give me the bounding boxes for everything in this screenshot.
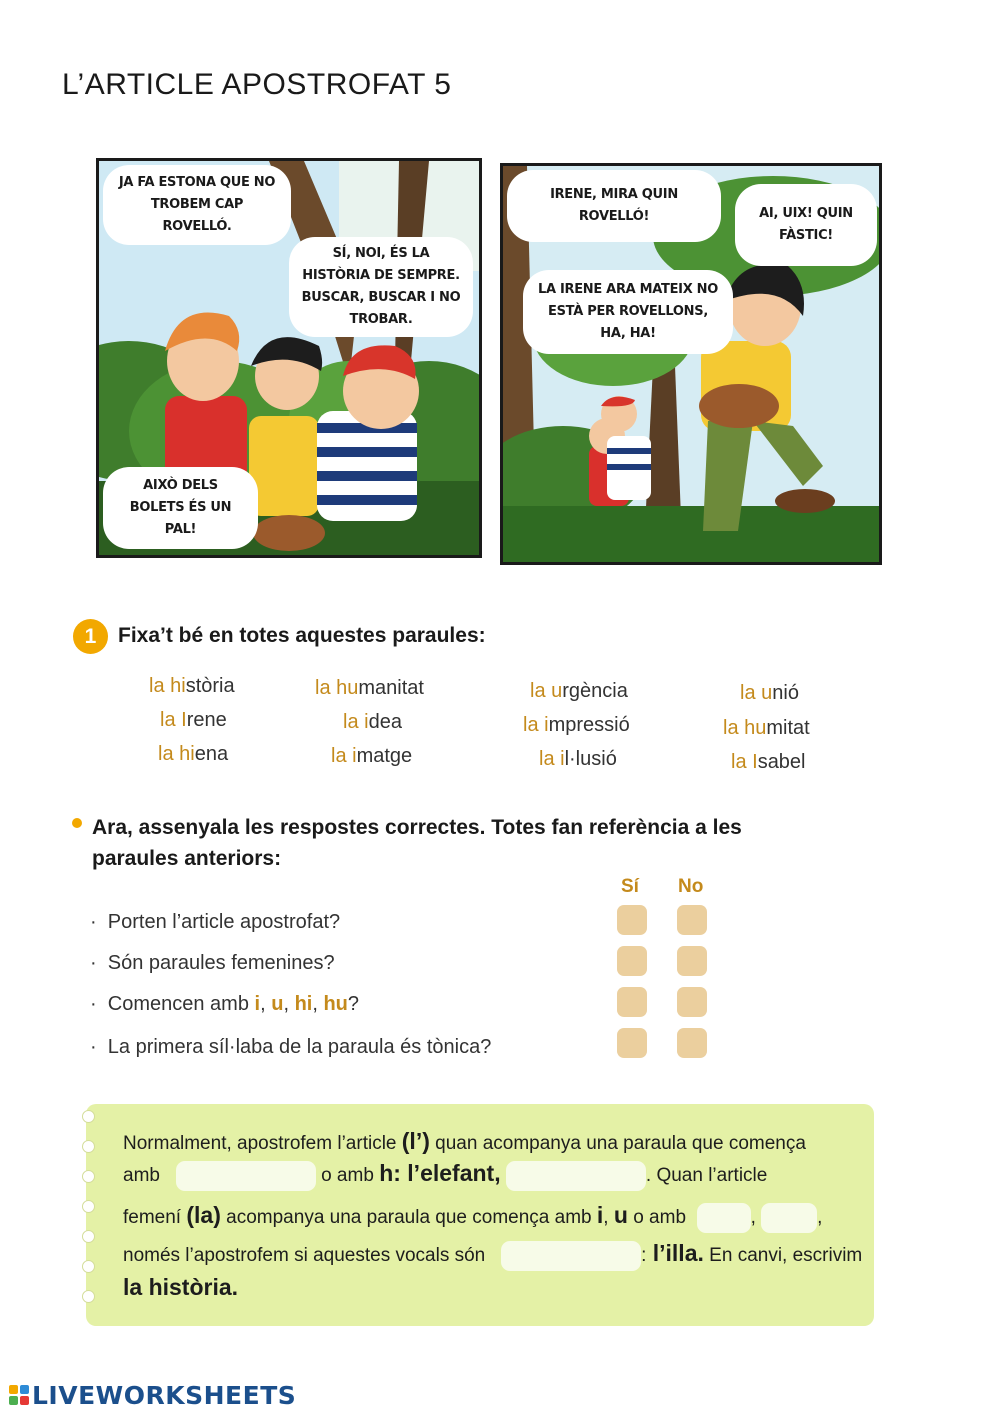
word-item: la impressió xyxy=(523,714,630,736)
notebook-hole-icon xyxy=(82,1260,95,1273)
fill-blank-input[interactable] xyxy=(501,1241,641,1271)
fill-blank-input[interactable] xyxy=(761,1203,817,1233)
fill-blank-input[interactable] xyxy=(176,1161,316,1191)
notebook-hole-icon xyxy=(82,1200,95,1213)
word-item: la Irene xyxy=(160,709,227,731)
word-item: la unió xyxy=(740,682,799,704)
speech-bubble: SÍ, NOI, ÉS LA HISTÒRIA DE SEMPRE. BUSCAR, BUSCAR I NO TROBAR. xyxy=(289,237,473,337)
word-item: la Isabel xyxy=(731,751,806,773)
brand-name: LIVEWORKSHEETS xyxy=(32,1380,297,1410)
answer-checkbox-q3-yes[interactable] xyxy=(617,987,647,1017)
answer-checkbox-q2-no[interactable] xyxy=(677,946,707,976)
word-item: la urgència xyxy=(530,680,628,702)
liveworksheets-logo xyxy=(8,1381,296,1409)
answer-checkbox-q3-no[interactable] xyxy=(677,987,707,1017)
comic-panel-left xyxy=(96,158,482,558)
comic-panel-right xyxy=(500,163,882,565)
question-row: · La primera síl·laba de la paraula és tònica? xyxy=(90,1036,492,1058)
word-item: la història xyxy=(149,675,235,697)
rule-text-line: femení (la) acompanya una paraula que comença amb i, u o amb , , xyxy=(123,1202,822,1233)
answer-checkbox-q4-no[interactable] xyxy=(677,1028,707,1058)
bullet-dot-icon xyxy=(72,818,82,828)
rule-text-line: Normalment, apostrofem l’article (l’) quan acompanya una paraula que comença xyxy=(123,1128,806,1154)
speech-bubble: AIXÒ DELS BOLETS ÉS UN PAL! xyxy=(103,467,258,549)
rule-text-line: la història. xyxy=(123,1274,239,1300)
answer-checkbox-q4-yes[interactable] xyxy=(617,1028,647,1058)
question-row: · Porten l’article apostrofat? xyxy=(90,911,341,933)
notebook-hole-icon xyxy=(82,1170,95,1183)
question-row: · Són paraules femenines? xyxy=(90,952,335,974)
rule-text-line: només l’apostrofem si aquestes vocals són : l’illa. En canvi, escrivim xyxy=(123,1240,862,1271)
answer-checkbox-q1-yes[interactable] xyxy=(617,905,647,935)
page-title: L’ARTICLE APOSTROFAT 5 xyxy=(62,68,452,101)
fill-blank-input[interactable] xyxy=(506,1161,646,1191)
speech-bubble: AI, UIX! QUIN FÀSTIC! xyxy=(735,184,877,266)
word-item: la humanitat xyxy=(315,677,424,699)
speech-bubble: LA IRENE ARA MATEIX NO ESTÀ PER ROVELLONS, HA, HA! xyxy=(523,270,733,354)
word-item: la idea xyxy=(343,711,402,733)
word-item: la humitat xyxy=(723,717,810,739)
exercise-number-badge: 1 xyxy=(73,619,108,654)
word-item: la il·lusió xyxy=(539,748,617,770)
column-header-yes: Sí xyxy=(621,876,639,897)
speech-bubble: JA FA ESTONA QUE NO TROBEM CAP ROVELLÓ. xyxy=(103,165,291,245)
answer-checkbox-q2-yes[interactable] xyxy=(617,946,647,976)
question-row: · Comencen amb i, u, hi, hu? xyxy=(90,993,360,1015)
notebook-hole-icon xyxy=(82,1230,95,1243)
question-instructions: Ara, assenyala les respostes correctes. Totes fan referència a les paraules anteriors: xyxy=(92,816,742,870)
notebook-hole-icon xyxy=(82,1110,95,1123)
speech-bubble: IRENE, MIRA QUIN ROVELLÓ! xyxy=(507,170,721,242)
exercise-title: Fixa’t bé en totes aquestes paraules: xyxy=(118,624,486,647)
fill-blank-input[interactable] xyxy=(697,1203,751,1233)
rule-text-line: amb o amb h: l’elefant, . Quan l’article xyxy=(123,1160,767,1191)
word-item: la hiena xyxy=(158,743,229,765)
word-item: la imatge xyxy=(331,745,413,767)
answer-checkbox-q1-no[interactable] xyxy=(677,905,707,935)
notebook-hole-icon xyxy=(82,1140,95,1153)
column-header-no: No xyxy=(678,876,704,897)
notebook-hole-icon xyxy=(82,1290,95,1303)
liveworksheets-logo-icon xyxy=(8,1383,30,1407)
